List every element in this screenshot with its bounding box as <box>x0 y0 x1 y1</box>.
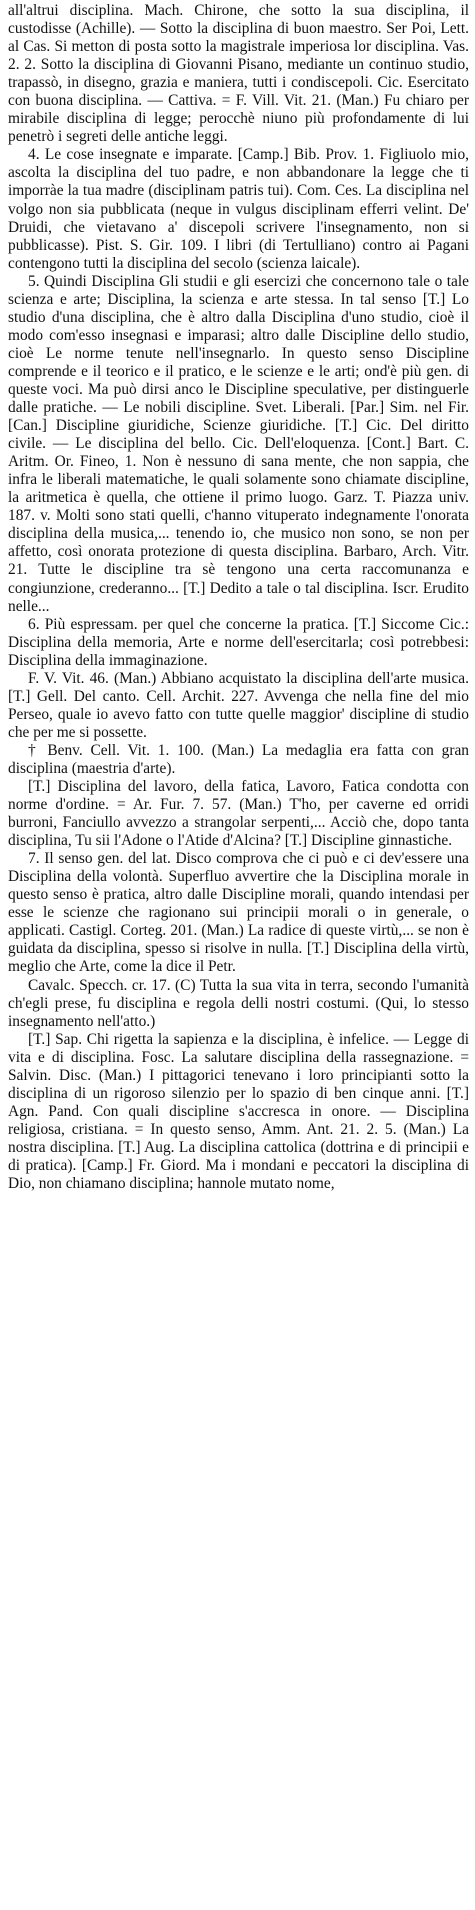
paragraph-sense-6: 6. Più espressam. per quel che concerne la pratica. [T.] Siccome Cic.: Disciplina della memoria, Arte e norme dell'esercitarla; così potrebbesi: Disciplina della immaginazione. <box>8 615 469 669</box>
paragraph-sense-7: 7. Il senso gen. del lat. Disco comprova che ci può e ci dev'essere una Disciplina della volontà. Superfluo avvertire che la Disciplina morale in questo senso è pratica, altro dalle Discipline morali, quando intendasi per esse le scienze che ragionano sui principii morali o in generale, o applicati. Castigl. Corteg. 201. (Man.) La radice di queste virtù,... se non è guidata da disciplina, spesso si risolve in nulla. [T.] Disciplina della virtù, meglio che Arte, come la dice il Petr. <box>8 850 469 976</box>
paragraph-sense-6-citation-3: [T.] Disciplina del lavoro, della fatica, Lavoro, Fatica condotta con norme d'ordine. = Ar. Fur. 7. 57. (Man.) T'ho, per caverne ed orridi burroni, Fanciullo avvezzo a strangolar serpenti,... Acciò che, dopo tanta disciplina, Tu sii l'Adone o l'Atide d'Alcina? [T.] Discipline ginnastiche. <box>8 778 469 850</box>
paragraph-sense-7-citation-2: [T.] Sap. Chi rigetta la sapienza e la disciplina, è infelice. — Legge di vita e di disciplina. Fosc. La salutare disciplina della rassegnazione. = Salvin. Disc. (Man.) I pittagorici tenevano i loro principianti sotto la disciplina di un rigoroso silenzio per lo spazio di ben cinque anni. [T.] Agn. Pand. Con quali discipline s'accresca in onore. — Disciplina religiosa, cristiana. = In questo senso, Amm. Ant. 21. 2. 5. (Man.) La nostra disciplina. [T.] Aug. La disciplina cattolica (dottrina e di principii e di pratica). [Camp.] Fr. Giord. Ma i mondani e peccatori la disciplina di Dio, non chiamano disciplina; hannole mutato nome, <box>8 1030 469 1193</box>
paragraph-sense-6-citation-2: † Benv. Cell. Vit. 1. 100. (Man.) La medaglia era fatta con gran disciplina (maestria d'arte). <box>8 741 469 777</box>
paragraph-sense-4: 4. Le cose insegnate e imparate. [Camp.] Bib. Prov. 1. Figliuolo mio, ascolta la disciplina del tuo padre, e non abbandonare la legge che ti imporràe la tua madre (disciplinam patris tui). Com. Ces. La disciplina nel volgo non sia pubblicata (neque in vulgus disciplinam efferri velint. De' Druidi, che vietavano a' discepoli scrivere l'insegnamento, non si pubblicasse). Pist. S. Gir. 109. I libri (di Tertulliano) contro ai Pagani contengono tutti la disciplina del secolo (scienza laicale). <box>8 146 469 272</box>
paragraph-sense-7-citation-1: Cavalc. Specch. cr. 17. (C) Tutta la sua vita in terra, secondo l'umanità ch'egli prese, fu disciplina e regola delli nostri costumi. (Qui, lo stesso insegnamento nell'atto.) <box>8 976 469 1030</box>
paragraph-continuation: all'altrui disciplina. Mach. Chirone, che sotto la sua disciplina, il custodisse (Achille). — Sotto la disciplina di buon maestro. Ser Poi, Lett. al Cas. Si metton di posta sotto la magistrale imperiosa lor disciplina. Vas. 2. 2. Sotto la disciplina di Giovanni Pisano, mediante un continuo studio, trapassò, in disegno, grazia e maniera, tutti i condiscepoli. Cic. Esercitato con buona disciplina. — Cattiva. = F. Vill. Vit. 21. (Man.) Fu chiaro per mirabile disciplina di legge; perocchè niuno più profondamente di lui penetrò i segreti delle antiche leggi. <box>8 2 469 146</box>
paragraph-sense-6-citation-1: F. V. Vit. 46. (Man.) Abbiano acquistato la disciplina dell'arte musica. [T.] Gell. Del canto. Cell. Archit. 227. Avvenga che nella fine del mio Perseo, quale io avevo fatto con tutte quelle maggior' discipline di studio che per me si possette. <box>8 669 469 741</box>
paragraph-sense-5: 5. Quindi Disciplina Gli studii e gli esercizi che concernono tale o tale scienza e arte; Disciplina, la scienza e arte stessa. In tal senso [T.] Lo studio d'una disciplina, che è altro dalla Disciplina d'uno studio, cioè il modo com'esso insegnasi e imparasi; altro dalle Discipline dello studio, cioè Le norme tenute nell'insegnarlo. In questo senso Discipline comprende e il teorico e il pratico, e le scienze e le arti; ond'è più gen. di queste voci. Ma può dirsi anco le Discipline speculative, per distinguerle dalle pratiche. — Le nobili discipline. Svet. Liberali. [Par.] Sim. nel Fir. [Can.] Discipline giuridiche, Scienze giuridiche. [T.] Cic. Del diritto civile. — Le disciplina del bello. Cic. Dell'eloquenza. [Cont.] Bart. C. Aritm. Or. Fineo, 1. Non è nessuno di sana mente, che non sappia, che infra le liberali matematiche, le quali solamente sono chiamate discipline, la aritmetica è quella, che ottiene il primo luogo. Garz. T. Piazza univ. 187. v. Molti sono stati quelli, c'hanno vituperato indegnamente l'onorata disciplina della musica,... tenendo io, che musico non sono, se non per affetto, così onorata protezione di questa disciplina. Barbaro, Arch. Vitr. 21. Tutte le discipline tra sè tengono una certa raccomunanza e congiunzione, crederanno... [T.] Dedito a tale o tal disciplina. Iscr. Erudito nelle... <box>8 272 469 615</box>
